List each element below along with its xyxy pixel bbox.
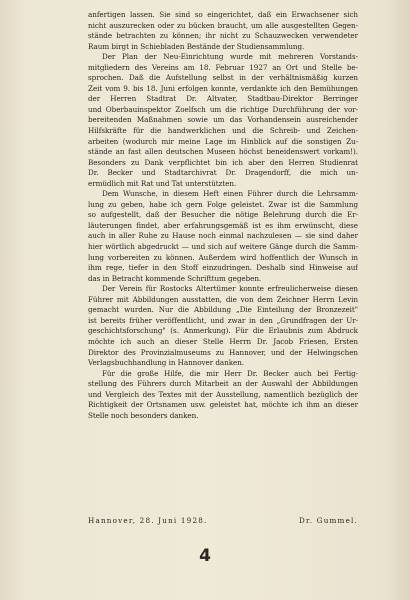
text-line: und Oberbauinspektor Zoelfsch um die richtige Durchführung der vor- [88,104,358,114]
text-line: stände betrachten zu können; ihr nicht zu Schauzwecken verwendeter [88,31,358,41]
text-line: mitgliedern des Vereins am 18. Februar 1927 an Ort und Stelle be- [88,62,358,72]
text-line: ist bereits früher veröffentlicht, und zwar in den „Grundfragen der Ur- [88,315,358,325]
text-line: Verlagsbuchhandlung in Hannover danken. [88,358,245,368]
text-line: der Herren Stadtrat Dr. Altvater, Stadtbau-Direktor Berringer [88,94,358,104]
text-line: möchte ich auch an dieser Stelle Herrn Dr. Jacob Friesen, Ersten [88,336,358,346]
author-name: Dr. Gummel. [298,516,358,525]
place-date: Hannover, 28. Juni 1928. [88,516,208,525]
page-number: 4 [199,546,211,566]
text-line: Besonders zu Dank verpflichtet bin ich aber den Herren Studienrat [88,157,358,167]
text-line: geschichtsforschung" (s. Anmerkung). Für die Erlaubnis zum Abdruck [88,326,358,336]
text-line: anfertigen lassen. Sie sind so eingerichtet, daß ein Erwachsener sich [88,10,358,19]
text-line: gemacht wurden. Nur die Abbildung „Die Einteilung der Bronzezeit" [88,305,358,315]
text-line: Für die große Hilfe, die mir Herr Dr. Becker auch bei Fertig- [102,368,358,378]
text-line: Stelle noch besonders danken. [88,410,199,420]
text-line: Führer mit Abbildungen ausstatten, die von dem Zeichner Herrn Levin [88,294,358,304]
text-line: Der Verein für Rostocks Altertümer konnte erfreulicherweise diesen [102,284,358,294]
body-text [88,10,358,421]
text-line: nicht auszurecken oder zu bücken braucht, um alle ausgestellten Gegen- [88,20,358,30]
text-line: läuterungen findet, aber erfahrungsgemäß ist es ihm erwünscht, diese [88,220,358,230]
signature-line [88,516,358,525]
text-line: Zeit vom 9. bis 18. Juni erfolgen konnte, verdankte ich den Bemühungen [88,83,358,93]
text-line: Dem Wunsche, in diesem Heft einen Führer durch die Lehrsamm- [102,189,358,199]
text-line: Direktor des Provinzialmuseums zu Hannover, und der Helwingschen [88,347,358,357]
text-line: Richtigkeit der Ortsnamen usw. geleistet hat, möchte ich ihm an dieser [88,400,358,410]
text-line: so aufgestellt, daß der Besucher die nötige Belehrung durch die Er- [88,210,358,220]
text-line: sprochen. Daß die Aufstellung selbst in der verhältnismäßig kurzen [88,73,358,83]
text-line: arbeiten (wodurch mir meine Lage im Hinblick auf die sonstigen Zu- [88,136,358,146]
text-line: bereitenden Maßnahmen sowie um das Vorhandensein ausreichender [88,115,358,125]
text-line: und Vergleich des Textes mit der Ausstellung, namentlich bezüglich der [88,389,358,399]
text-line: lung zu geben, habe ich gern Folge geleistet. Zwar ist die Sammlung [88,199,358,209]
text-line: stellung des Führers durch Mitarbeit an der Auswahl der Abbildungen [88,379,358,389]
text-line: Der Plan der Neu-Einrichtung wurde mit mehreren Vorstands- [102,52,358,62]
text-line: hier wörtlich abgedruckt — und sich auf weitere Gänge durch die Samm- [88,242,358,252]
text-line: Raum birgt in Schiebladen Bestände der Studiensammlung. [88,41,305,51]
text-line: Hilfskräfte für die handwerklichen und die Schreib- und Zeichen- [88,126,358,136]
text-line: auch in aller Ruhe zu Hause noch einmal nachzulesen — sie sind daher [88,231,358,241]
text-line: lung vorbereiten zu können. Außerdem wird hoffentlich der Wunsch in [88,252,358,262]
text-line: Dr. Becker und Stadtarchivrat Dr. Dragendorff, die mich un- [88,168,358,178]
text-line: stände an fast allen deutschen Museen höchst beneidenswert vorkam!). [88,147,358,157]
text-line: ihm rege, tiefer in den Stoff einzudringen. Deshalb sind Hinweise auf [88,263,358,273]
text-line: das in Betracht kommende Schrifttum gegeben. [88,273,262,283]
text-line: ermüdlich mit Rat und Tat unterstützten. [88,178,237,188]
